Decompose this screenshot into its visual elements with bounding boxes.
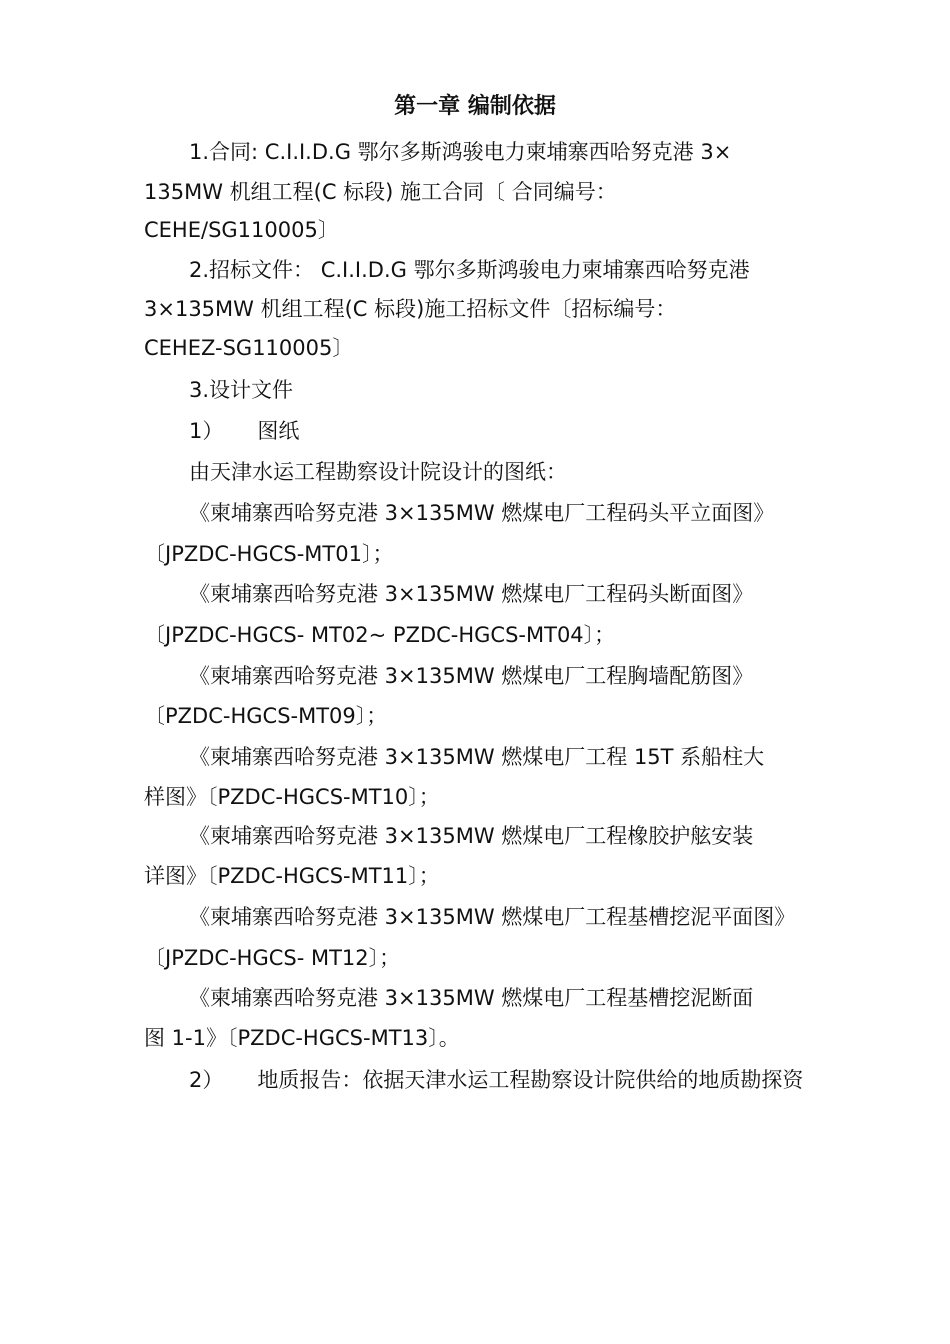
drawings-intro: 由天津水运工程勘察设计院设计的图纸： [189, 460, 567, 484]
drawing-1-line-2: 〔JPZDC-HGCS-MT01〕； [144, 542, 394, 566]
tender-line-3: CEHEZ-SG110005〕 [144, 336, 354, 360]
drawing-7-line-2: 图 1-1》〔PZDC-HGCS-MT13〕。 [144, 1026, 460, 1050]
drawing-3-line-1: 《柬埔寨西哈努克港 3×135MW 燃煤电厂工程胸墙配筋图》 [189, 664, 754, 688]
item-geology-number: 2） [189, 1068, 224, 1092]
drawing-1-line-1: 《柬埔寨西哈努克港 3×135MW 燃煤电厂工程码头平立面图》 [189, 501, 775, 525]
contract-text-1: 1.合同: C.I.I.D.G 鄂尔多斯鸿骏电力柬埔寨西哈努克港 3× [189, 140, 732, 164]
contract-line-1-text [189, 136, 785, 168]
tender-line-2: 3×135MW 机组工程(C 标段)施工招标文件〔招标编号： [144, 297, 677, 321]
drawing-2-line-1: 《柬埔寨西哈努克港 3×135MW 燃煤电厂工程码头断面图》 [189, 582, 754, 606]
drawing-5-line-1: 《柬埔寨西哈努克港 3×135MW 燃煤电厂工程橡胶护舷安装 [189, 824, 754, 848]
drawing-2-line-2: 〔JPZDC-HGCS- MT02~ PZDC-HGCS-MT04〕； [144, 623, 616, 647]
contract-line-3: CEHE/SG110005〕 [144, 218, 339, 242]
item-drawings-number: 1） [189, 419, 224, 443]
drawing-6-line-1: 《柬埔寨西哈努克港 3×135MW 燃煤电厂工程基槽挖泥平面图》 [189, 905, 796, 929]
drawing-4-line-2: 样图》〔PZDC-HGCS-MT10〕； [144, 785, 440, 809]
item-geology-report [189, 1064, 803, 1096]
item-geology-text: 地质报告：依据天津水运工程勘察设计院供给的地质勘探资 [257, 1068, 804, 1092]
contract-line-1 [189, 136, 785, 168]
tender-line-1: 2.招标文件： C.I.I.D.G 鄂尔多斯鸿骏电力柬埔寨西哈努克港 [189, 258, 750, 282]
chapter-title: 第一章 编制依据 [394, 94, 556, 119]
contract-line-2: 135MW 机组工程(C 标段) 施工合同〔 合同编号： [144, 180, 617, 204]
drawing-7-line-1: 《柬埔寨西哈努克港 3×135MW 燃煤电厂工程基槽挖泥断面 [189, 986, 754, 1010]
drawing-4-line-1: 《柬埔寨西哈努克港 3×135MW 燃煤电厂工程 15T 系船柱大 [189, 745, 765, 769]
drawing-5-line-2: 详图》〔PZDC-HGCS-MT11〕； [144, 864, 440, 888]
drawing-6-line-2: 〔JPZDC-HGCS- MT12〕； [144, 946, 401, 970]
item-drawings [189, 415, 299, 447]
drawing-3-line-2: 〔PZDC-HGCS-MT09〕； [144, 704, 388, 728]
design-files-heading: 3.设计文件 [189, 378, 294, 402]
item-drawings-text: 图纸 [257, 419, 300, 443]
